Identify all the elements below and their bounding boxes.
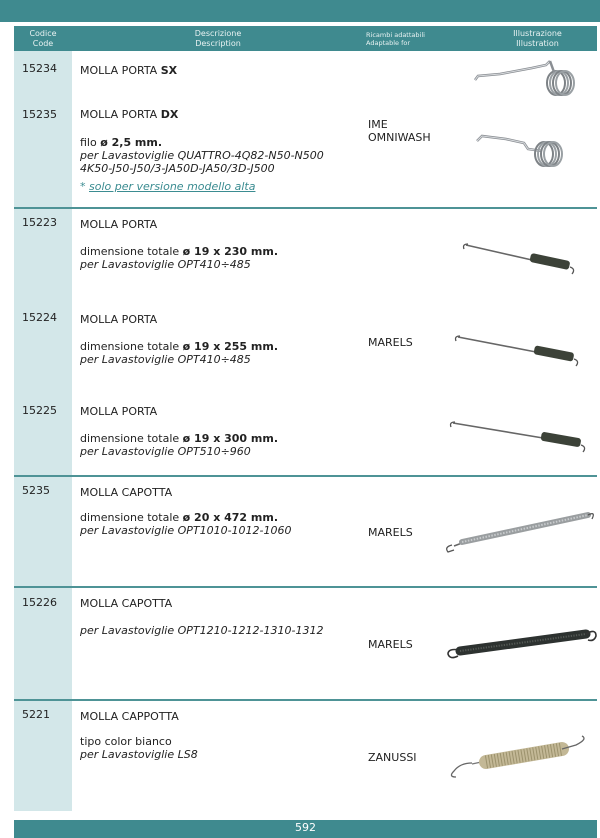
spec-value: ø 19 x 255 mm.	[182, 340, 279, 353]
item-use: per Lavastoviglie OPT1210-1212-1310-1312	[80, 624, 324, 637]
item-title-side: DX	[160, 108, 179, 121]
header-adapt-it: Ricambi adattabili	[366, 31, 425, 39]
header-adapt-en: Adaptable for	[366, 39, 411, 47]
page-footer	[14, 820, 597, 838]
item-title-text: MOLLA PORTA	[80, 108, 161, 121]
item-spec	[80, 245, 278, 258]
item-spec	[80, 136, 162, 149]
spec-prefix: dimensione totale	[80, 340, 183, 353]
extension-spring-image	[445, 414, 590, 456]
header-description	[72, 29, 364, 49]
row-separator	[14, 699, 597, 701]
item-title	[80, 64, 177, 77]
adapt-brand: IME	[368, 118, 388, 131]
row-separator	[14, 475, 597, 477]
item-spec	[80, 340, 278, 353]
header-desc-it: Descrizione	[194, 29, 242, 38]
item-code: 15223	[22, 216, 57, 229]
item-code: 5221	[22, 708, 50, 721]
row-separator	[14, 586, 597, 588]
header-illustration	[478, 29, 597, 49]
table-header	[14, 26, 597, 51]
top-band	[0, 0, 600, 22]
item-code: 15226	[22, 596, 57, 609]
spec-value: ø 19 x 300 mm.	[182, 432, 279, 445]
coil-spring-sx-image	[470, 58, 580, 100]
item-note	[80, 180, 255, 193]
item-use-line1: per Lavastoviglie QUATTRO-4Q82-N50-N500	[80, 149, 324, 162]
item-title: MOLLA CAPPOTTA	[80, 710, 179, 723]
spec-value: ø 2,5 mm.	[100, 136, 163, 149]
item-use: per Lavastoviglie OPT510÷960	[80, 445, 251, 458]
item-title: MOLLA CAPOTTA	[80, 597, 173, 610]
item-code: 15225	[22, 404, 57, 417]
item-use: per Lavastoviglie LS8	[80, 748, 198, 761]
adaptable-for: MARELS	[368, 526, 413, 539]
spec-value: ø 19 x 230 mm.	[182, 245, 279, 258]
item-title: MOLLA PORTA	[80, 405, 158, 418]
adaptable-for	[368, 118, 431, 144]
extension-spring-image	[440, 622, 600, 664]
item-title: MOLLA CAPOTTA	[80, 486, 173, 499]
spec-prefix: dimensione totale	[80, 511, 183, 524]
header-code-en: Code	[32, 39, 54, 48]
coil-spring-dx-image	[472, 127, 572, 172]
header-desc-en: Description	[195, 39, 241, 48]
item-code: 15235	[22, 108, 57, 121]
note-link[interactable]: solo per versione modello alta	[89, 180, 256, 193]
row-separator	[14, 207, 597, 209]
adaptable-for: MARELS	[368, 336, 413, 349]
item-title: MOLLA PORTA	[80, 313, 158, 326]
item-use: per Lavastoviglie OPT410÷485	[80, 258, 251, 271]
adaptable-for: MARELS	[368, 638, 413, 651]
item-title: MOLLA PORTA	[80, 218, 158, 231]
item-code: 15224	[22, 311, 57, 324]
item-title-text: MOLLA PORTA	[80, 64, 161, 77]
item-spec: tipo color bianco	[80, 735, 172, 748]
item-code: 5235	[22, 484, 50, 497]
spec-prefix: dimensione totale	[80, 432, 183, 445]
header-adaptable	[366, 31, 476, 47]
item-use-line2: 4K50-J50-J50/3-JA50D-JA50/3D-J500	[80, 162, 275, 175]
item-spec	[80, 432, 278, 445]
extension-spring-image	[440, 505, 600, 557]
adaptable-for: ZANUSSI	[368, 751, 417, 764]
spec-prefix: filo	[80, 136, 101, 149]
header-code	[14, 29, 72, 49]
note-star: *	[80, 180, 89, 193]
extension-spring-image	[442, 733, 597, 781]
extension-spring-image	[458, 236, 580, 276]
spec-value: ø 20 x 472 mm.	[182, 511, 279, 524]
adapt-model: OMNIWASH	[368, 131, 431, 144]
item-use: per Lavastoviglie OPT1010-1012-1060	[80, 524, 292, 537]
header-ill-en: Illustration	[516, 39, 559, 48]
spec-prefix: dimensione totale	[80, 245, 183, 258]
extension-spring-image	[450, 328, 585, 368]
item-code: 15234	[22, 62, 57, 75]
header-code-it: Codice	[29, 29, 57, 38]
header-ill-it: Illustrazione	[513, 29, 562, 38]
code-column-background	[14, 51, 72, 811]
item-title-side: SX	[160, 64, 178, 77]
item-use: per Lavastoviglie OPT410÷485	[80, 353, 251, 366]
item-title	[80, 108, 178, 121]
item-spec	[80, 511, 278, 524]
page-number: 592	[295, 821, 316, 834]
